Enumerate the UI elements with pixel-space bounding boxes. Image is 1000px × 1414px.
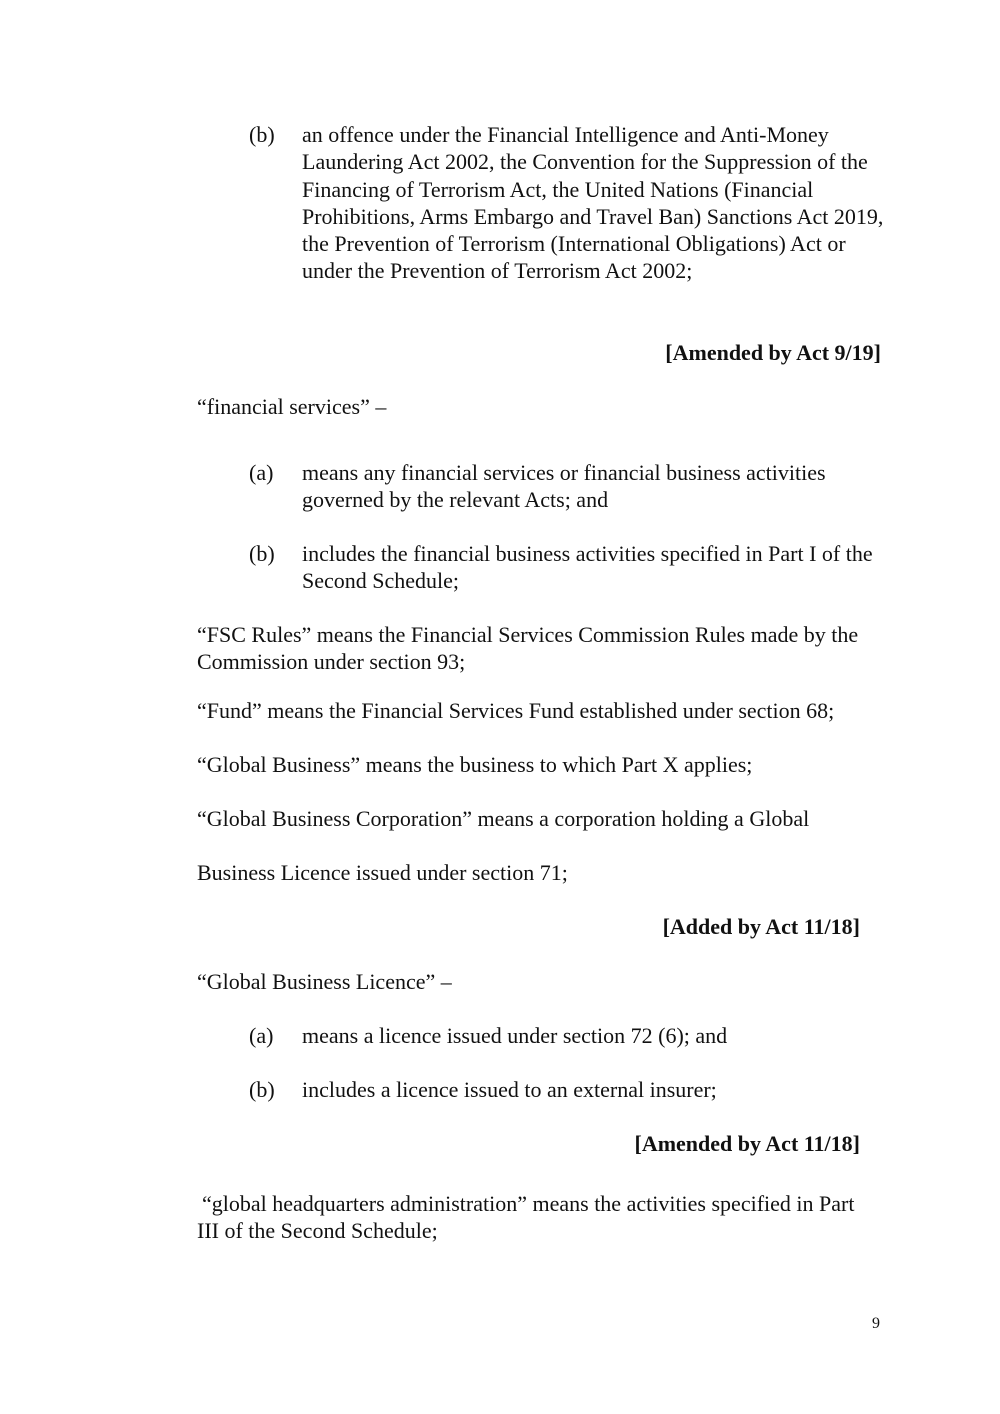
definition-paragraph: “Global Business” means the business to which Part X applies; <box>197 752 753 777</box>
definition-paragraph: “global headquarters administration” means the activities specified in Part III of the Second Schedule; <box>197 1191 855 1244</box>
amendment-note: [Added by Act 11/18] <box>662 914 860 939</box>
item-label: (a) <box>249 1023 274 1048</box>
definition-term: “Global Business Licence” – <box>197 969 452 994</box>
item-text: includes a licence issued to an external insurer; <box>302 1077 717 1102</box>
amendment-note: [Amended by Act 9/19] <box>665 340 881 365</box>
item-label: (a) <box>249 460 274 485</box>
definition-paragraph: “Global Business Corporation” means a corporation holding a Global <box>197 806 810 831</box>
amendment-note: [Amended by Act 11/18] <box>634 1131 860 1156</box>
definition-paragraph: “FSC Rules” means the Financial Services Commission Rules made by the Commission under section 93; <box>197 622 859 675</box>
definition-paragraph: Business Licence issued under section 71; <box>197 860 568 885</box>
item-label: (b) <box>249 541 275 566</box>
definition-term: “financial services” – <box>197 394 387 419</box>
item-label: (b) <box>249 1077 275 1102</box>
definition-paragraph: “Fund” means the Financial Services Fund established under section 68; <box>197 698 835 723</box>
item-text: an offence under the Financial Intelligence and Anti-Money Laundering Act 2002, the Convention for the Suppression of the Financing of Terrorism Act, the United Nations (Financial Prohibitions, Arms Embargo and Travel Ban) Sanctions Act 2019, the Prevention of Terrorism (International Obligations) Act or under the Prevention of Terrorism Act 2002; <box>302 122 884 284</box>
item-label: (b) <box>249 122 275 147</box>
item-text: includes the financial business activities specified in Part I of the Second Schedule; <box>302 541 873 594</box>
page-number: 9 <box>872 1315 880 1332</box>
item-text: means a licence issued under section 72 (6); and <box>302 1023 728 1048</box>
item-text: means any financial services or financial business activities governed by the relevant Acts; and <box>302 460 826 513</box>
